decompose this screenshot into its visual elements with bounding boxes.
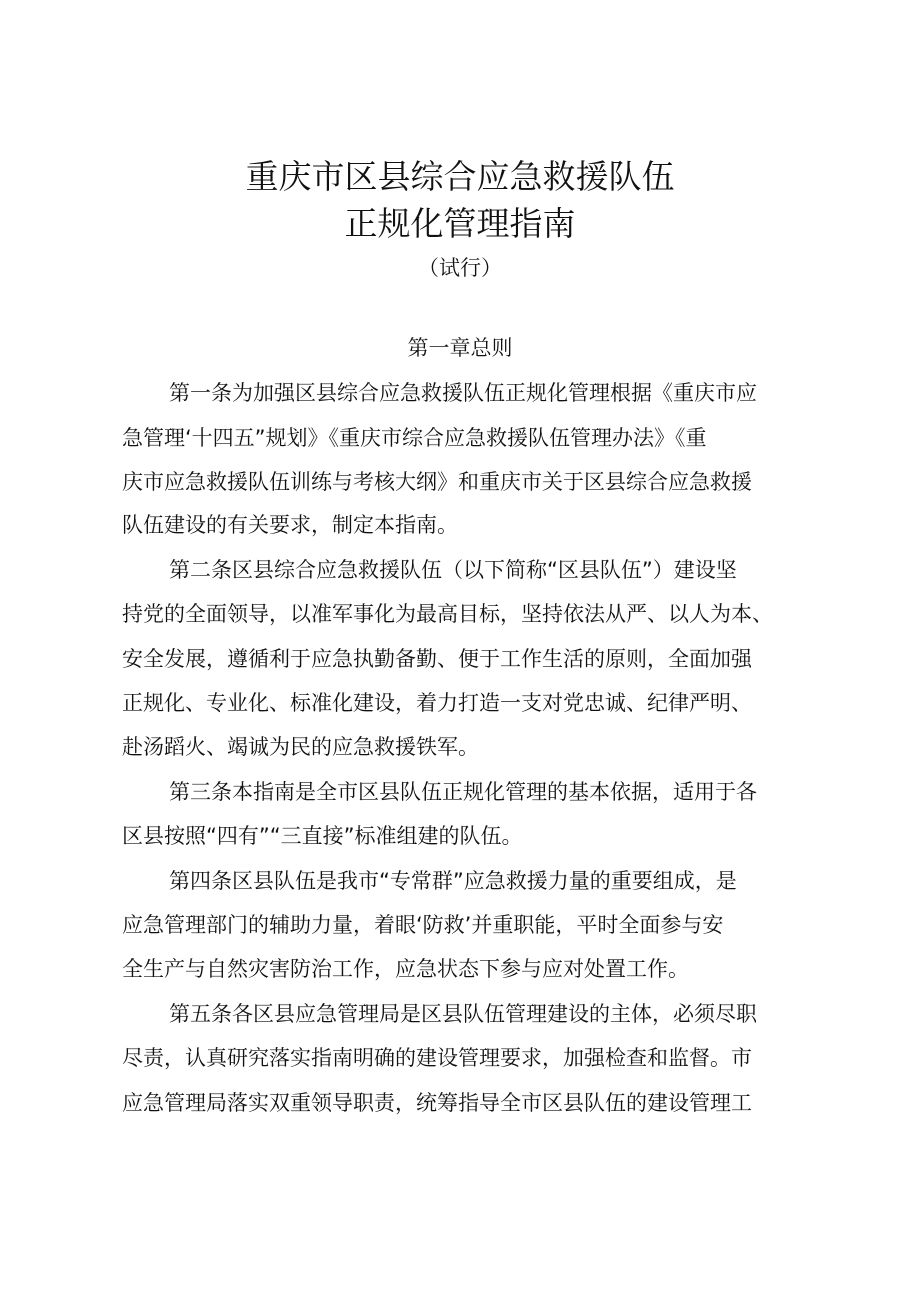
article5-line2: 尽责，认真研究落实指南明确的建设管理要求，加强检查和监督。市	[122, 1046, 752, 1070]
article4-line2: 应急管理部门的辅助力量，着眼‘防救’并重职能，平时全面参与安	[122, 913, 724, 937]
article1-line1: 第一条为加强区县综合应急救援队伍正规化管理根据《重庆市应	[169, 381, 757, 405]
article5-line1: 第五条各区县应急管理局是区县队伍管理建设的主体，必须尽职	[169, 1002, 757, 1026]
document-subtitle: （试行）	[418, 256, 502, 280]
article2-line4: 正规化、专业化、标准化建设，着力打造一支对党忠诚、纪律严明、	[122, 691, 752, 715]
article2-line2: 持党的全面领导，以准军事化为最高目标，坚持依法从严、以人为本、	[122, 602, 773, 626]
article2-line5: 赴汤蹈火、竭诚为民的应急救援铁军。	[122, 735, 479, 759]
article2-line1: 第二条区县综合应急救援队伍（以下简称“区县队伍”）建设坚	[169, 558, 737, 582]
article5-line3: 应急管理局落实双重领导职责，统筹指导全市区县队伍的建设管理工	[122, 1091, 752, 1115]
article1-line2: 急管理‘十四五”规划》《重庆市综合应急救援队伍管理办法》《重	[122, 426, 707, 450]
article1-line3: 庆市应急救援队伍训练与考核大纲》和重庆市关于区县综合应急救援	[122, 470, 752, 494]
article4-line1: 第四条区县队伍是我市“专常群”应急救援力量的重要组成，是	[169, 869, 737, 893]
article3-line1: 第三条本指南是全市区县队伍正规化管理的基本依据，适用于各	[169, 780, 757, 804]
chapter-heading: 第一章总则	[407, 336, 513, 360]
article2-line3: 安全发展，遵循利于应急执勤备勤、便于工作生活的原则，全面加强	[122, 647, 752, 671]
article1-line4: 队伍建设的有关要求，制定本指南。	[122, 513, 458, 537]
article3-line2: 区县按照“四有”“三直接”标准组建的队伍。	[122, 824, 523, 848]
document-title-line1: 重庆市区县综合应急救援队伍	[245, 157, 675, 196]
document-title-line2: 正规化管理指南	[344, 204, 576, 243]
article4-line3: 全生产与自然灾害防治工作，应急状态下参与应对处置工作。	[122, 957, 689, 981]
